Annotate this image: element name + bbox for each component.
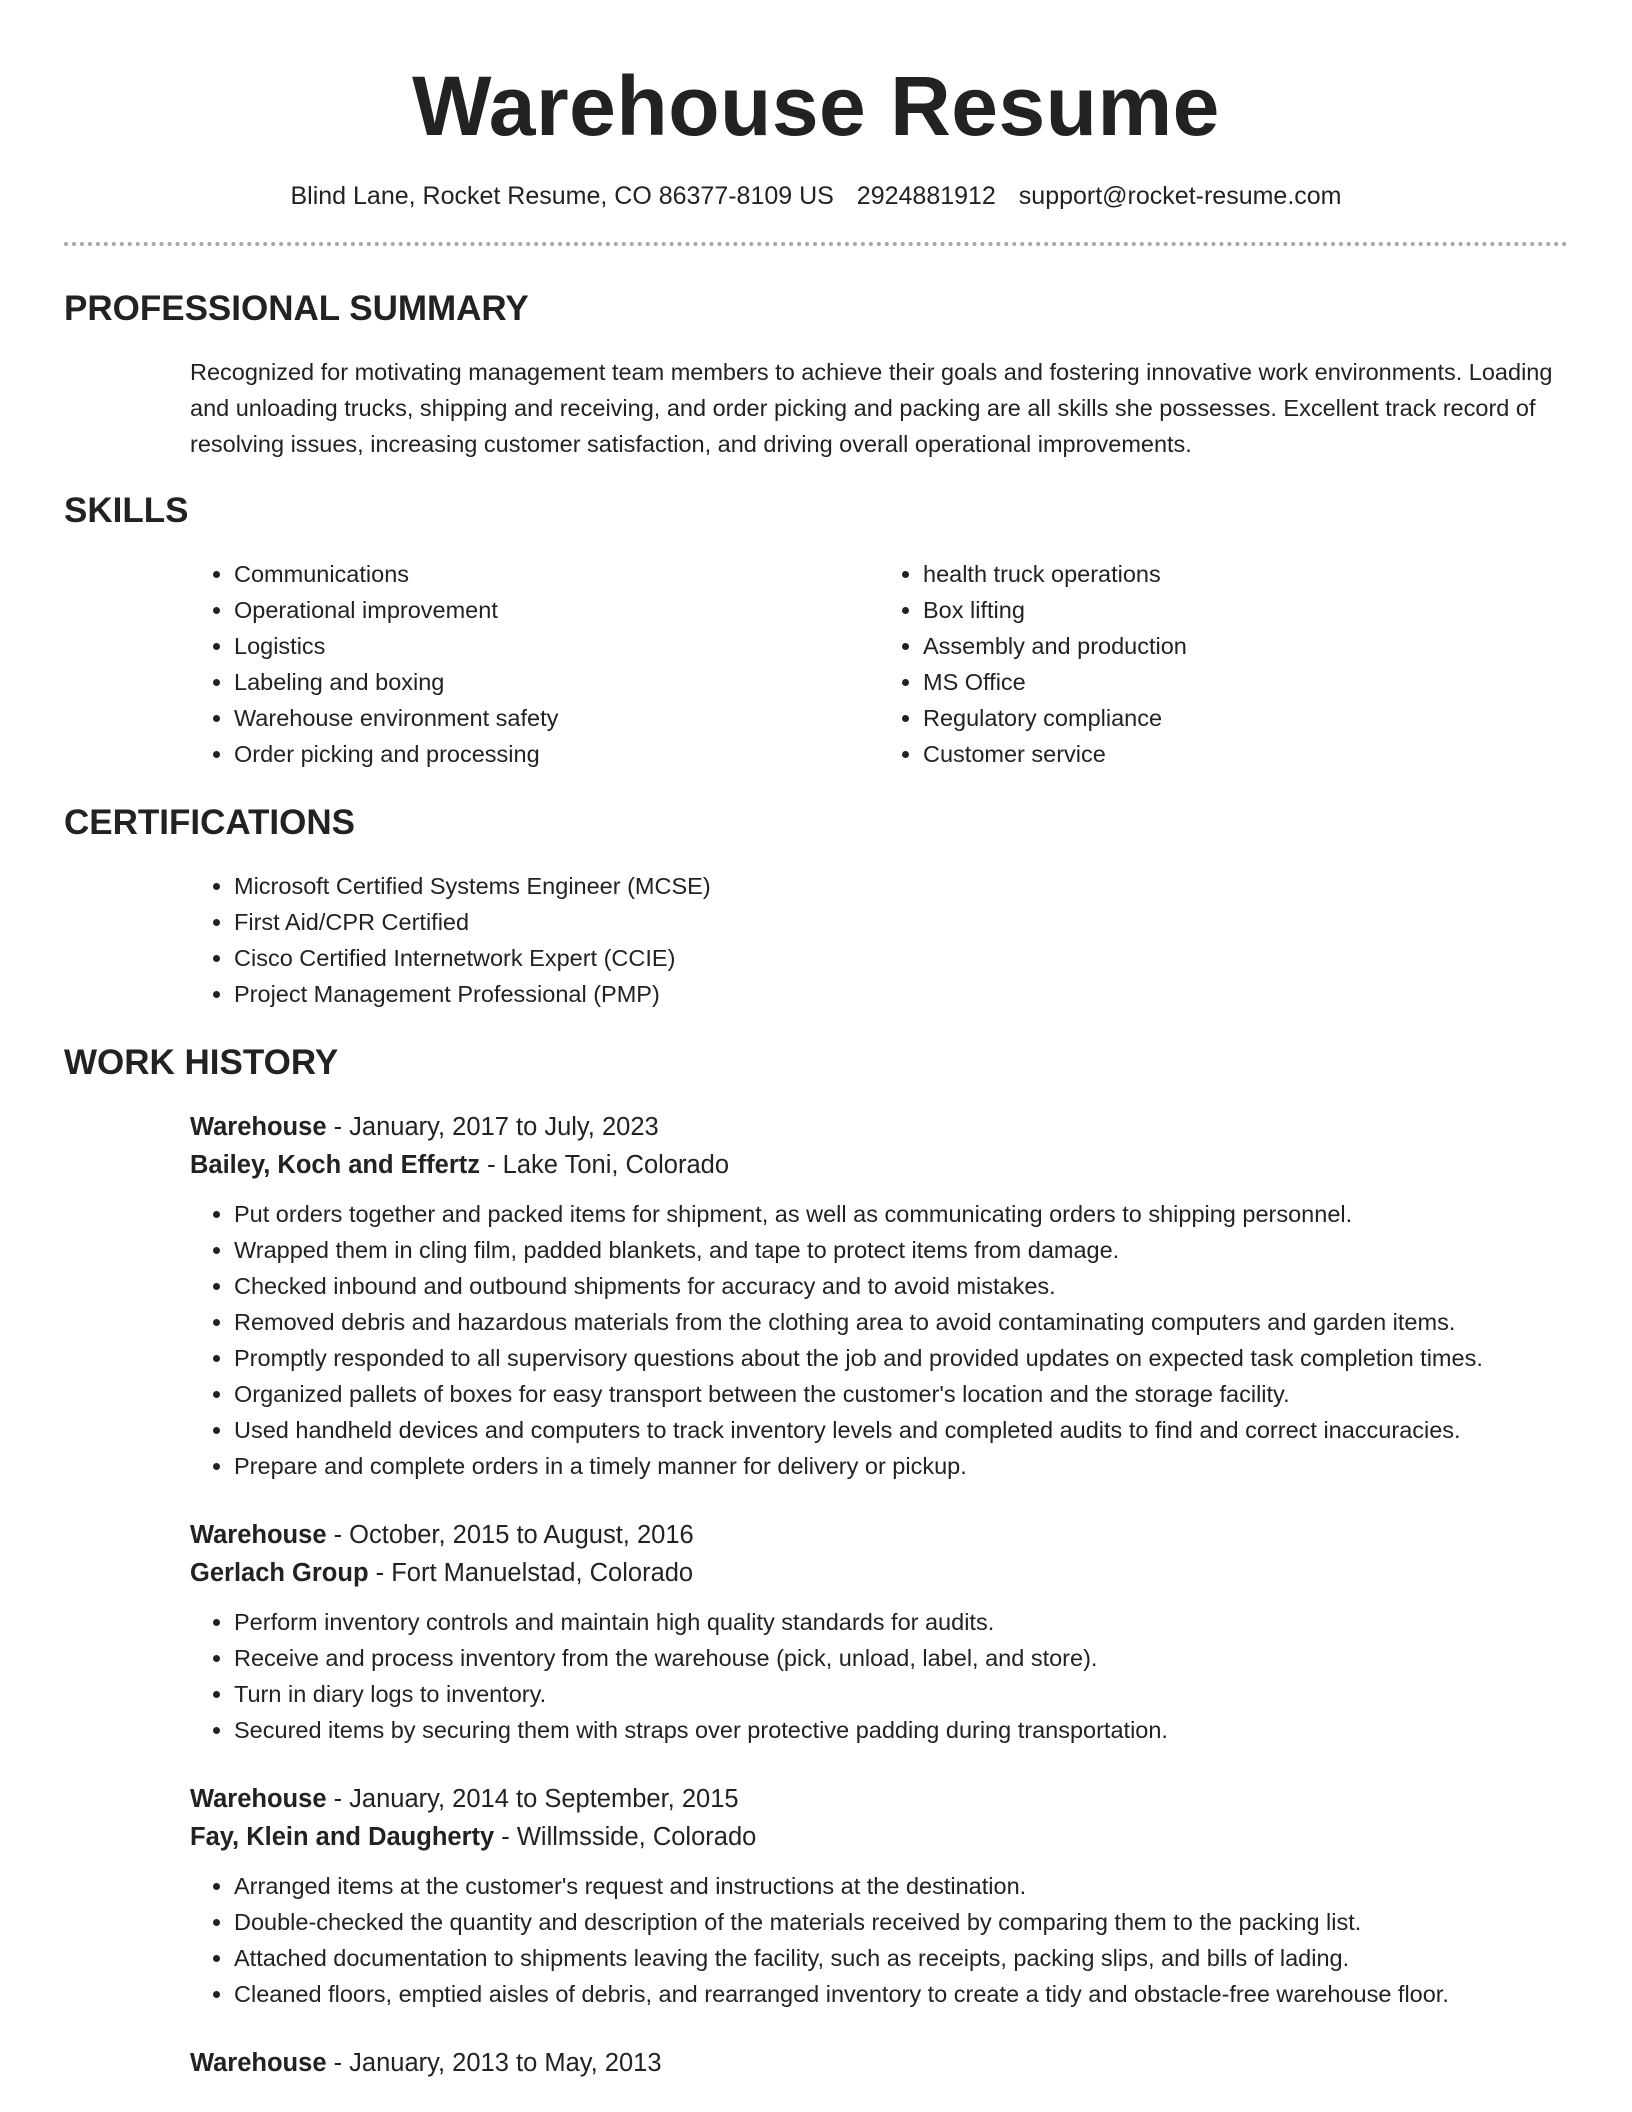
section-title-certifications: CERTIFICATIONS <box>64 803 356 842</box>
job-title: Warehouse <box>190 2049 327 2077</box>
summary-body <box>190 354 1568 462</box>
skill-item: • Communications <box>234 556 879 592</box>
job-dates: - January, 2013 to May, 2013 <box>326 2049 662 2077</box>
job-title: Warehouse <box>190 1785 327 1813</box>
job-duty: • Put orders together and packed items for shipment, as well as communicating orders to shipping personnel. <box>234 1196 1568 1232</box>
job-location: - Lake Toni, Colorado <box>480 1151 730 1179</box>
section-title-work-history: WORK HISTORY <box>64 1043 339 1082</box>
skill-item: • Logistics <box>234 628 879 664</box>
skill-item: • Customer service <box>923 736 1568 772</box>
job-entry <box>190 1108 1568 1484</box>
skill-item: • Regulatory compliance <box>923 700 1568 736</box>
job-title-line <box>190 1780 1568 1818</box>
job-duty: • Removed debris and hazardous materials from the clothing area to avoid contaminating computers and garden items. <box>234 1304 1568 1340</box>
job-duties-list <box>190 1604 1568 1748</box>
skill-item: • Warehouse environment safety <box>234 700 879 736</box>
job-duty: • Wrapped them in cling film, padded blankets, and tape to protect items from damage. <box>234 1232 1568 1268</box>
job-location: - Willmsside, Colorado <box>494 1823 757 1851</box>
job-title-line <box>190 2044 1568 2082</box>
job-duty: • Prepare and complete orders in a timely manner for delivery or pickup. <box>234 1448 1568 1484</box>
contact-email: support@rocket-resume.com <box>1018 182 1342 210</box>
job-title-line <box>190 1108 1568 1146</box>
job-company-line <box>190 1818 1568 1856</box>
job-company: Bailey, Koch and Effertz <box>190 1151 481 1179</box>
job-duty: • Attached documentation to shipments leaving the facility, such as receipts, packing slips, and bills of lading. <box>234 1940 1568 1976</box>
job-duty: • Perform inventory controls and maintain high quality standards for audits. <box>234 1604 1568 1640</box>
job-duty: • Cleaned floors, emptied aisles of debris, and rearranged inventory to create a tidy and obstacle-free warehouse floor. <box>234 1976 1568 2012</box>
skill-item: • Box lifting <box>923 592 1568 628</box>
contact-address: Blind Lane, Rocket Resume, CO 86377-8109 US <box>290 182 834 210</box>
job-duty: • Used handheld devices and computers to track inventory levels and completed audits to find and correct inaccuracies. <box>234 1412 1568 1448</box>
job-entry <box>190 1780 1568 2012</box>
job-duty: • Receive and process inventory from the warehouse (pick, unload, label, and store). <box>234 1640 1568 1676</box>
job-duties-list <box>190 1868 1568 2012</box>
skill-item: • Labeling and boxing <box>234 664 879 700</box>
job-title: Warehouse <box>190 1113 327 1141</box>
skill-item: • health truck operations <box>923 556 1568 592</box>
job-duty: • Organized pallets of boxes for easy transport between the customer's location and the storage facility. <box>234 1376 1568 1412</box>
job-title-line <box>190 1516 1568 1554</box>
job-duties-list <box>190 1196 1568 1484</box>
certifications-body <box>190 868 1568 1012</box>
work-history-body <box>190 1108 1568 2082</box>
skills-grid <box>190 556 1568 772</box>
job-dates: - October, 2015 to August, 2016 <box>326 1521 694 1549</box>
resume-title: Warehouse Resume <box>412 59 1220 153</box>
skill-item: • Assembly and production <box>923 628 1568 664</box>
job-duty: • Secured items by securing them with straps over protective padding during transportation. <box>234 1712 1568 1748</box>
job-duty: • Arranged items at the customer's request and instructions at the destination. <box>234 1868 1568 1904</box>
contact-phone: 2924881912 <box>856 182 996 210</box>
contact-line <box>64 180 1568 212</box>
skill-item: • Operational improvement <box>234 592 879 628</box>
job-entry <box>190 1516 1568 1748</box>
job-company-line <box>190 1554 1568 1592</box>
skill-item: • Order picking and processing <box>234 736 879 772</box>
skills-list-left <box>190 556 879 772</box>
skills-list-right <box>879 556 1568 772</box>
certification-item: • Project Management Professional (PMP) <box>234 976 1568 1012</box>
job-duty: • Turn in diary logs to inventory. <box>234 1676 1568 1712</box>
job-company: Gerlach Group <box>190 1559 369 1587</box>
certification-item: • First Aid/CPR Certified <box>234 904 1568 940</box>
job-dates: - January, 2017 to July, 2023 <box>326 1113 659 1141</box>
section-title-summary: PROFESSIONAL SUMMARY <box>64 289 529 328</box>
header-divider <box>64 242 1568 246</box>
job-company: Fay, Klein and Daugherty <box>190 1823 495 1851</box>
job-duty: • Double-checked the quantity and description of the materials received by comparing them to the packing list. <box>234 1904 1568 1940</box>
job-title: Warehouse <box>190 1521 327 1549</box>
section-title-skills: SKILLS <box>64 491 189 530</box>
certifications-list <box>190 868 1568 1012</box>
job-location: - Fort Manuelstad, Colorado <box>368 1559 694 1587</box>
job-duty: • Checked inbound and outbound shipments for accuracy and to avoid mistakes. <box>234 1268 1568 1304</box>
skill-item: • MS Office <box>923 664 1568 700</box>
summary-text: Recognized for motivating management team members to achieve their goals and fostering innovative work environments. Loading and unloading trucks, shipping and receiving, and order picking and packing are all skills she possesses. Excellent track record of resolving issues, increasing customer satisfaction, and driving overall operational improvements. <box>190 359 1553 457</box>
job-dates: - January, 2014 to September, 2015 <box>326 1785 739 1813</box>
job-company-line <box>190 1146 1568 1184</box>
certification-item: • Cisco Certified Internetwork Expert (CCIE) <box>234 940 1568 976</box>
job-duty: • Promptly responded to all supervisory questions about the job and provided updates on expected task completion times. <box>234 1340 1568 1376</box>
job-entry <box>190 2044 1568 2082</box>
certification-item: • Microsoft Certified Systems Engineer (MCSE) <box>234 868 1568 904</box>
